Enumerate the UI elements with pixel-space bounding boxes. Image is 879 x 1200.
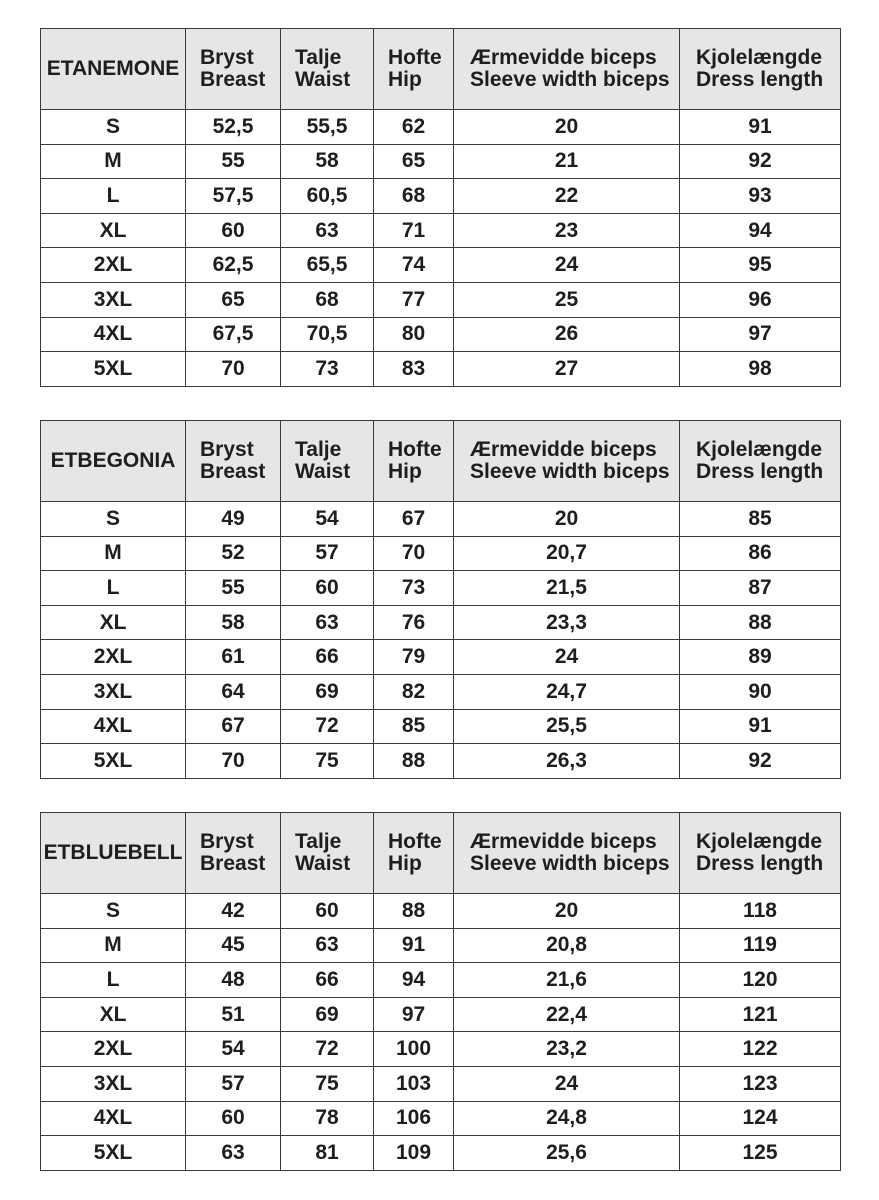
size-cell: 4XL <box>41 1101 186 1136</box>
value-cell: 92 <box>680 744 841 779</box>
size-cell: 3XL <box>41 282 186 317</box>
table-row <box>41 640 841 675</box>
value-cell: 88 <box>680 605 841 640</box>
size-cell: 5XL <box>41 1136 186 1171</box>
value-cell: 72 <box>281 709 374 744</box>
size-cell: M <box>41 536 186 571</box>
value-cell: 91 <box>680 110 841 145</box>
value-cell: 89 <box>680 640 841 675</box>
size-cell: 3XL <box>41 1066 186 1101</box>
table-row <box>41 536 841 571</box>
table-row <box>41 179 841 214</box>
table-row <box>41 744 841 779</box>
value-cell: 69 <box>281 997 374 1032</box>
table-row <box>41 928 841 963</box>
size-cell: 2XL <box>41 1032 186 1067</box>
value-cell: 76 <box>374 605 454 640</box>
value-cell: 24,7 <box>454 674 680 709</box>
header-dress-length: Kjolelængde Dress length <box>680 29 841 110</box>
table-row <box>41 894 841 929</box>
value-cell: 23,3 <box>454 605 680 640</box>
value-cell: 58 <box>186 605 281 640</box>
value-cell: 20,8 <box>454 928 680 963</box>
value-cell: 103 <box>374 1066 454 1101</box>
table-row <box>41 605 841 640</box>
header-sleeve-width: Ærmevidde biceps Sleeve width biceps <box>454 29 680 110</box>
value-cell: 45 <box>186 928 281 963</box>
value-cell: 73 <box>281 352 374 387</box>
header-hip: Hofte Hip <box>374 29 454 110</box>
table-row <box>41 1136 841 1171</box>
value-cell: 26,3 <box>454 744 680 779</box>
header-hip: Hofte Hip <box>374 813 454 894</box>
value-cell: 67 <box>374 502 454 537</box>
header-row <box>41 29 841 110</box>
value-cell: 70,5 <box>281 317 374 352</box>
model-name: ETBLUEBELL <box>41 813 186 894</box>
value-cell: 70 <box>186 352 281 387</box>
value-cell: 62 <box>374 110 454 145</box>
size-cell: S <box>41 502 186 537</box>
size-cell: 4XL <box>41 317 186 352</box>
value-cell: 55 <box>186 144 281 179</box>
value-cell: 58 <box>281 144 374 179</box>
value-cell: 65,5 <box>281 248 374 283</box>
size-cell: XL <box>41 213 186 248</box>
header-dress-length: Kjolelængde Dress length <box>680 813 841 894</box>
size-cell: 5XL <box>41 744 186 779</box>
value-cell: 52 <box>186 536 281 571</box>
value-cell: 109 <box>374 1136 454 1171</box>
value-cell: 92 <box>680 144 841 179</box>
value-cell: 82 <box>374 674 454 709</box>
value-cell: 85 <box>374 709 454 744</box>
value-cell: 65 <box>186 282 281 317</box>
value-cell: 91 <box>680 709 841 744</box>
value-cell: 98 <box>680 352 841 387</box>
value-cell: 94 <box>680 213 841 248</box>
value-cell: 121 <box>680 997 841 1032</box>
value-cell: 80 <box>374 317 454 352</box>
value-cell: 74 <box>374 248 454 283</box>
table-row <box>41 963 841 998</box>
value-cell: 75 <box>281 1066 374 1101</box>
size-cell: M <box>41 144 186 179</box>
value-cell: 21,5 <box>454 571 680 606</box>
size-cell: 2XL <box>41 248 186 283</box>
table-row <box>41 674 841 709</box>
value-cell: 125 <box>680 1136 841 1171</box>
value-cell: 100 <box>374 1032 454 1067</box>
value-cell: 62,5 <box>186 248 281 283</box>
header-breast: Bryst Breast <box>186 29 281 110</box>
header-breast: Bryst Breast <box>186 421 281 502</box>
size-cell: XL <box>41 605 186 640</box>
value-cell: 88 <box>374 894 454 929</box>
value-cell: 75 <box>281 744 374 779</box>
value-cell: 55 <box>186 571 281 606</box>
value-cell: 27 <box>454 352 680 387</box>
value-cell: 51 <box>186 997 281 1032</box>
value-cell: 88 <box>374 744 454 779</box>
value-cell: 123 <box>680 1066 841 1101</box>
size-cell: 3XL <box>41 674 186 709</box>
value-cell: 60 <box>281 571 374 606</box>
value-cell: 66 <box>281 640 374 675</box>
header-breast: Bryst Breast <box>186 813 281 894</box>
header-sleeve-width: Ærmevidde biceps Sleeve width biceps <box>454 421 680 502</box>
value-cell: 118 <box>680 894 841 929</box>
value-cell: 60 <box>186 1101 281 1136</box>
table-row <box>41 1101 841 1136</box>
header-waist: Talje Waist <box>281 421 374 502</box>
value-cell: 55,5 <box>281 110 374 145</box>
value-cell: 69 <box>281 674 374 709</box>
value-cell: 20,7 <box>454 536 680 571</box>
value-cell: 122 <box>680 1032 841 1067</box>
value-cell: 54 <box>281 502 374 537</box>
value-cell: 57 <box>281 536 374 571</box>
value-cell: 63 <box>186 1136 281 1171</box>
table-row <box>41 317 841 352</box>
table-row <box>41 502 841 537</box>
value-cell: 87 <box>680 571 841 606</box>
table-row <box>41 213 841 248</box>
value-cell: 67,5 <box>186 317 281 352</box>
size-cell: S <box>41 894 186 929</box>
size-cell: L <box>41 963 186 998</box>
value-cell: 21,6 <box>454 963 680 998</box>
value-cell: 22,4 <box>454 997 680 1032</box>
value-cell: 61 <box>186 640 281 675</box>
table-row <box>41 571 841 606</box>
value-cell: 96 <box>680 282 841 317</box>
value-cell: 124 <box>680 1101 841 1136</box>
table-row <box>41 997 841 1032</box>
value-cell: 79 <box>374 640 454 675</box>
value-cell: 63 <box>281 605 374 640</box>
value-cell: 70 <box>186 744 281 779</box>
table-row <box>41 282 841 317</box>
value-cell: 71 <box>374 213 454 248</box>
header-waist: Talje Waist <box>281 813 374 894</box>
value-cell: 68 <box>374 179 454 214</box>
value-cell: 120 <box>680 963 841 998</box>
value-cell: 48 <box>186 963 281 998</box>
header-waist: Talje Waist <box>281 29 374 110</box>
value-cell: 90 <box>680 674 841 709</box>
value-cell: 63 <box>281 213 374 248</box>
value-cell: 81 <box>281 1136 374 1171</box>
value-cell: 97 <box>374 997 454 1032</box>
value-cell: 42 <box>186 894 281 929</box>
value-cell: 63 <box>281 928 374 963</box>
value-cell: 60 <box>186 213 281 248</box>
value-cell: 24 <box>454 1066 680 1101</box>
value-cell: 23 <box>454 213 680 248</box>
table-row <box>41 144 841 179</box>
value-cell: 77 <box>374 282 454 317</box>
value-cell: 67 <box>186 709 281 744</box>
value-cell: 66 <box>281 963 374 998</box>
value-cell: 57 <box>186 1066 281 1101</box>
value-cell: 86 <box>680 536 841 571</box>
value-cell: 23,2 <box>454 1032 680 1067</box>
value-cell: 73 <box>374 571 454 606</box>
size-cell: 5XL <box>41 352 186 387</box>
value-cell: 95 <box>680 248 841 283</box>
value-cell: 97 <box>680 317 841 352</box>
value-cell: 25,5 <box>454 709 680 744</box>
header-hip: Hofte Hip <box>374 421 454 502</box>
value-cell: 78 <box>281 1101 374 1136</box>
size-table-etbluebell <box>40 812 841 1171</box>
value-cell: 21 <box>454 144 680 179</box>
size-cell: XL <box>41 997 186 1032</box>
value-cell: 85 <box>680 502 841 537</box>
value-cell: 22 <box>454 179 680 214</box>
value-cell: 106 <box>374 1101 454 1136</box>
value-cell: 72 <box>281 1032 374 1067</box>
value-cell: 57,5 <box>186 179 281 214</box>
value-cell: 49 <box>186 502 281 537</box>
value-cell: 20 <box>454 110 680 145</box>
value-cell: 24,8 <box>454 1101 680 1136</box>
value-cell: 68 <box>281 282 374 317</box>
value-cell: 20 <box>454 894 680 929</box>
header-row <box>41 421 841 502</box>
table-row <box>41 110 841 145</box>
header-row <box>41 813 841 894</box>
table-row <box>41 248 841 283</box>
size-cell: 2XL <box>41 640 186 675</box>
table-row <box>41 709 841 744</box>
value-cell: 25,6 <box>454 1136 680 1171</box>
value-cell: 119 <box>680 928 841 963</box>
value-cell: 60,5 <box>281 179 374 214</box>
size-cell: L <box>41 571 186 606</box>
value-cell: 52,5 <box>186 110 281 145</box>
value-cell: 91 <box>374 928 454 963</box>
table-row <box>41 352 841 387</box>
value-cell: 70 <box>374 536 454 571</box>
header-dress-length: Kjolelængde Dress length <box>680 421 841 502</box>
value-cell: 25 <box>454 282 680 317</box>
size-table-etanemone <box>40 28 841 387</box>
value-cell: 24 <box>454 248 680 283</box>
model-name: ETBEGONIA <box>41 421 186 502</box>
value-cell: 26 <box>454 317 680 352</box>
model-name: ETANEMONE <box>41 29 186 110</box>
value-cell: 54 <box>186 1032 281 1067</box>
size-cell: 4XL <box>41 709 186 744</box>
size-cell: S <box>41 110 186 145</box>
value-cell: 24 <box>454 640 680 675</box>
header-sleeve-width: Ærmevidde biceps Sleeve width biceps <box>454 813 680 894</box>
value-cell: 65 <box>374 144 454 179</box>
value-cell: 20 <box>454 502 680 537</box>
size-cell: M <box>41 928 186 963</box>
value-cell: 94 <box>374 963 454 998</box>
size-table-etbegonia <box>40 420 841 779</box>
value-cell: 64 <box>186 674 281 709</box>
table-row <box>41 1066 841 1101</box>
size-cell: L <box>41 179 186 214</box>
value-cell: 93 <box>680 179 841 214</box>
table-row <box>41 1032 841 1067</box>
value-cell: 60 <box>281 894 374 929</box>
value-cell: 83 <box>374 352 454 387</box>
